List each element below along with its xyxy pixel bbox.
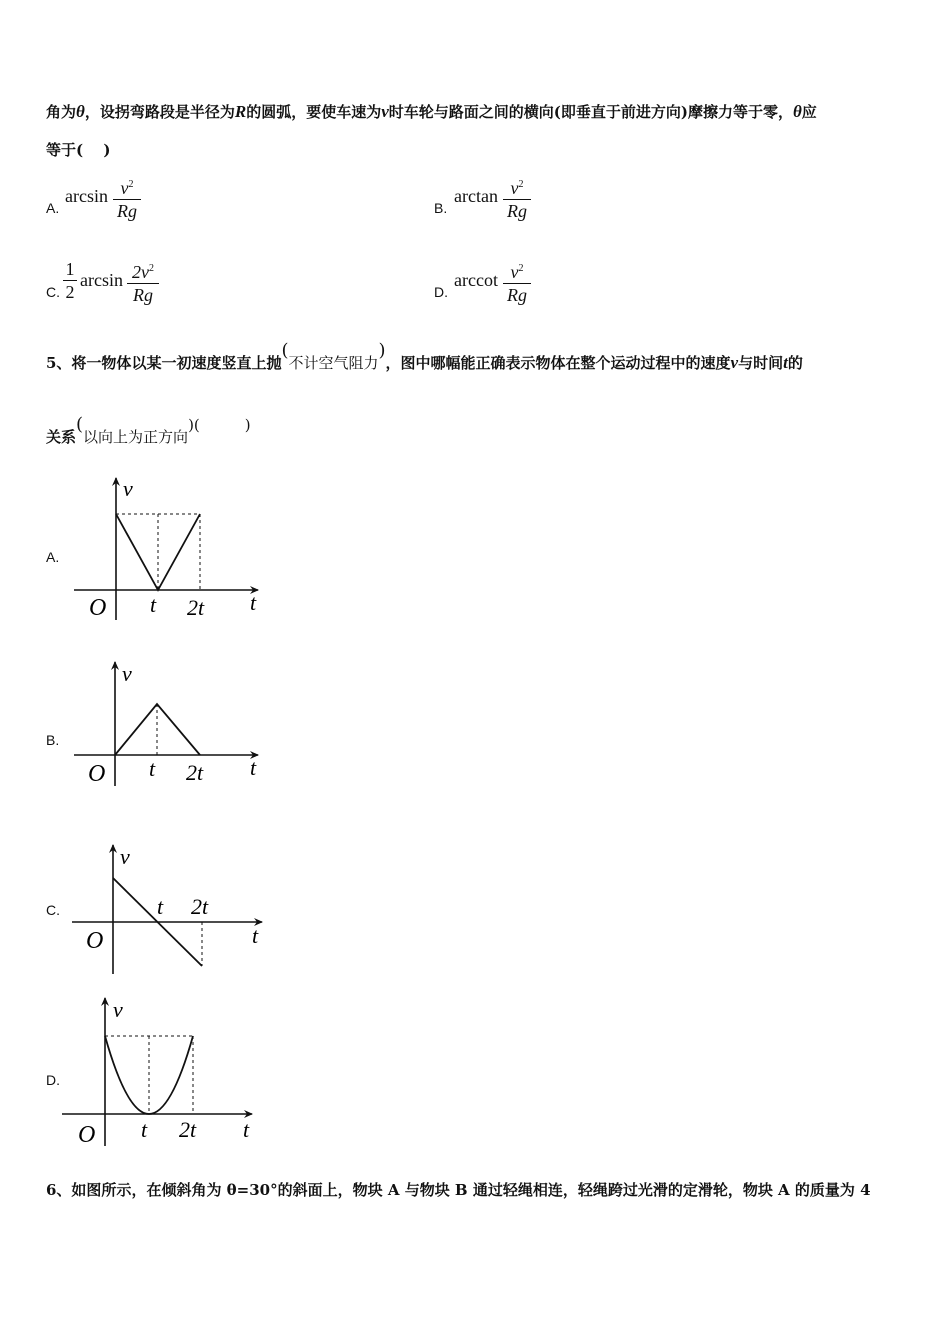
v-axis-label: v xyxy=(122,661,132,686)
option-d-fraction: $v^2$ Rg xyxy=(503,259,531,305)
v-axis-label: v xyxy=(113,997,123,1022)
q5-line1: 5、将一物体以某一初速度竖直上抛(不计空气阻力)，图中哪幅能正确表示物体在整个运动过程中的速度v与时间t的 xyxy=(46,340,803,372)
tick-t-label: t xyxy=(149,756,156,781)
tick-t-label: t xyxy=(141,1117,148,1142)
tick-t-label: t xyxy=(150,592,157,617)
q6-line1: 6、如图所示，在倾斜角为 θ=30°的斜面上，物块 A 与物块 B 通过轻绳相连，轻绳跨过光滑的定滑轮，物块 A 的质量为 4 xyxy=(46,1181,871,1199)
graph-option-c-letter: C. xyxy=(46,902,60,918)
q4-line1: 角为θ，设拐弯路段是半径为R的圆弧，要使车速为v时车轮与路面之间的横向(即垂直于前进方向)摩擦力等于零，θ应 xyxy=(46,102,817,121)
q4-line2: 等于( ) xyxy=(46,141,111,159)
t-axis-label: t xyxy=(252,923,259,948)
q5-line2: 关系(以向上为正方向)( ) xyxy=(46,414,251,446)
tick-2t-label: 2t xyxy=(179,1117,197,1142)
option-b-func: arctan xyxy=(454,186,498,206)
tick-2t-label: 2t xyxy=(187,595,205,620)
t-axis-label: t xyxy=(243,1117,250,1142)
origin-label: O xyxy=(86,928,104,954)
theta-symbol: θ xyxy=(76,102,85,121)
option-b-letter: B. xyxy=(434,200,448,216)
option-d-letter: D. xyxy=(434,284,448,300)
option-c-coefficient: 1 2 xyxy=(63,259,77,302)
origin-label: O xyxy=(78,1122,96,1148)
graph-option-b-letter: B. xyxy=(46,732,60,748)
origin-label: O xyxy=(89,595,107,621)
option-c-letter: C. xyxy=(46,284,60,300)
option-c-fraction: $2v^2$ Rg xyxy=(127,259,159,305)
v-axis-label: v xyxy=(123,476,133,501)
t-axis-label: t xyxy=(250,590,257,615)
tick-2t-label: 2t xyxy=(191,894,209,919)
option-a-func: arcsin xyxy=(65,186,108,206)
tick-t-label: t xyxy=(157,894,164,919)
option-b-fraction: $v^2$ Rg xyxy=(503,175,531,221)
option-a-fraction: $v^2$ Rg xyxy=(113,175,141,221)
v-axis-label: v xyxy=(120,844,130,869)
origin-label: O xyxy=(88,761,106,787)
tick-2t-label: 2t xyxy=(186,760,204,785)
graph-option-d-letter: D. xyxy=(46,1072,60,1088)
option-d-func: arccot xyxy=(454,270,498,290)
t-axis-label: t xyxy=(250,755,257,780)
option-a-letter: A. xyxy=(46,200,60,216)
graph-option-a-letter: A. xyxy=(46,549,60,565)
option-c-func: arcsin xyxy=(80,270,123,290)
